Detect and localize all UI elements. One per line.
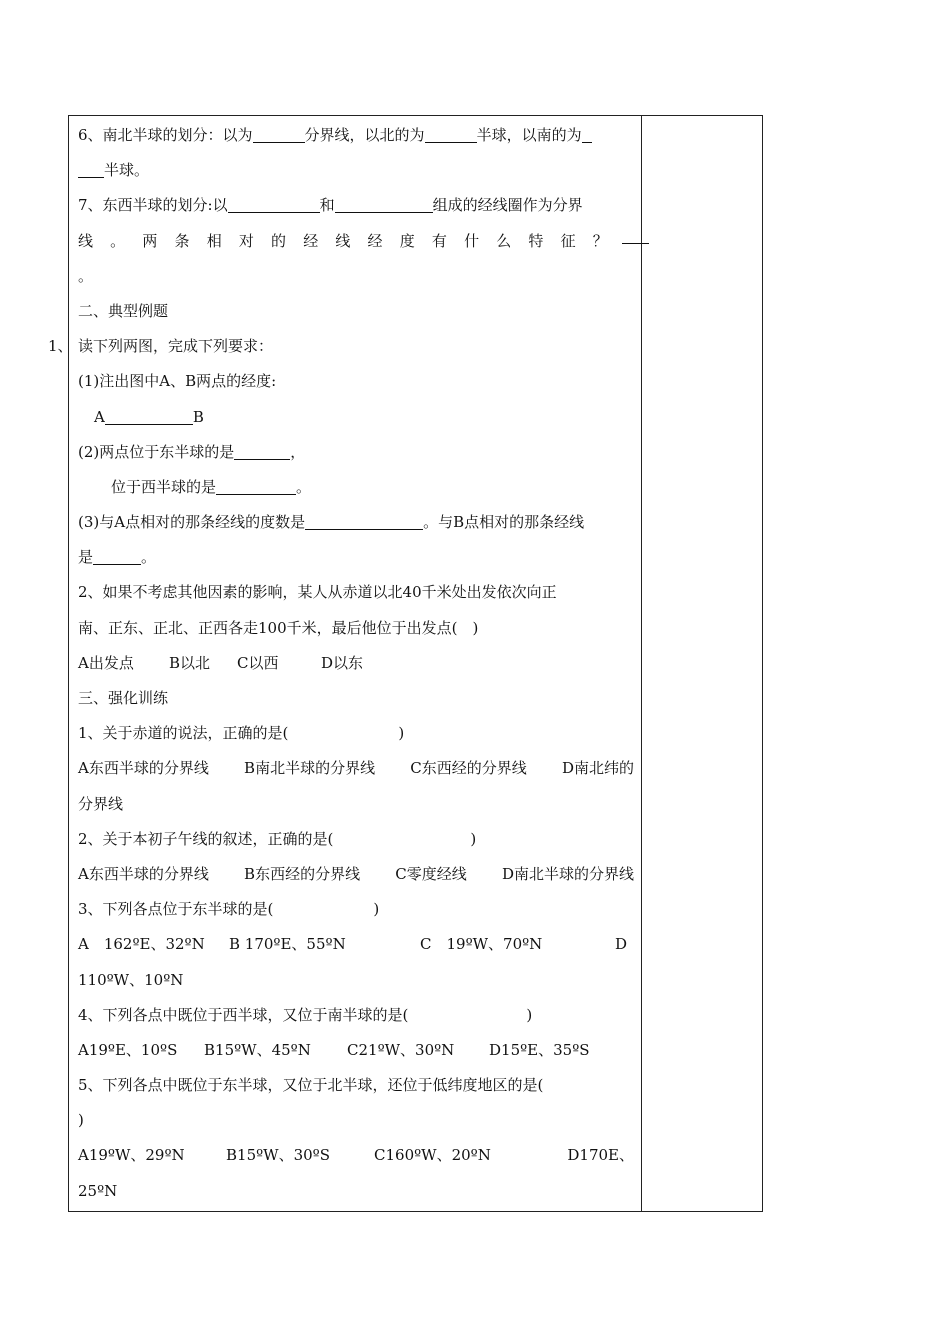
example-1-part-2b: 位于西半球的是 。 (111, 477, 312, 496)
blank[interactable] (105, 406, 193, 425)
margin-question-number: 1、 (48, 337, 73, 355)
example-1-prompt: 读下列两图，完成下列要求： (78, 337, 274, 356)
q6-line-1: 6、南北半球的划分：以为 分界线，以北的为 半球，以南的为 (78, 118, 634, 153)
practice-2-options: A东西半球的分界线 B东西经的分界线 C零度经线 D南北半球的分界线 (78, 864, 634, 883)
blank[interactable] (216, 476, 296, 495)
blank[interactable] (253, 124, 305, 143)
practice-5-options-cont: 25ºN (78, 1181, 118, 1200)
example-1-part-3b: 是 。 (78, 548, 157, 567)
practice-4-options: A19ºE、10ºS B15ºW、45ºN C21ºW、30ºN D15ºE、35ºS (78, 1040, 590, 1059)
example-1-part-1: (1)注出图中A、B两点的经度: (78, 372, 277, 391)
blank[interactable] (78, 159, 104, 178)
practice-1-options: A东西半球的分界线 B南北半球的分界线 C东西经的分界线 D南北纬的 (78, 759, 634, 778)
practice-2-question: 2、关于本初子午线的叙述，正确的是( ) (78, 829, 477, 848)
q7-line-1: 7、东西半球的划分:以 和 组成的经线圈作为分界 (78, 196, 583, 215)
section-heading-examples: 二、典型例题 (78, 301, 169, 320)
section-heading-practice: 三、强化训练 (78, 689, 169, 707)
example-1-part-2: (2)两点位于东半球的是 ， (78, 442, 306, 461)
practice-3-question: 3、下列各点位于东半球的是( ) (78, 900, 380, 919)
practice-4-question: 4、下列各点中既位于西半球，又位于南半球的是( ) (78, 1005, 533, 1024)
practice-1-question: 1、关于赤道的说法，正确的是( ) (78, 724, 405, 743)
blank[interactable] (93, 546, 141, 565)
example-1-answer-ab: A B (94, 407, 204, 426)
worksheet-body (78, 118, 634, 1209)
practice-5-question-cont: ) (78, 1111, 84, 1130)
practice-5-question: 5、下列各点中既位于东半球，又位于北半球，还位于低纬度地区的是( (78, 1076, 544, 1095)
example-2-line-2: 南、正东、正北、正西各走100千米，最后他位于出发点( ) (78, 618, 479, 637)
blank[interactable] (305, 511, 423, 530)
blank[interactable] (425, 124, 477, 143)
q7-line-2: 线 。 两 条 相 对 的 经 线 经 度 有 什 么 特 征 ？ (78, 231, 608, 250)
example-2-line-1: 2、如果不考虑其他因素的影响，某人从赤道以北40千米处出发依次向正 (78, 583, 557, 602)
practice-1-options-cont: 分界线 (78, 794, 124, 813)
q6-line-2: 半球。 (78, 153, 634, 188)
q7-line-3: 。 (78, 266, 94, 285)
practice-5-options: A19ºW、29ºN B15ºW、30ºS C160ºW、20ºN D170E、 (78, 1146, 634, 1165)
blank[interactable] (234, 441, 290, 460)
practice-3-options-cont: 110ºW、10ºN (78, 970, 184, 989)
blank[interactable] (335, 194, 433, 213)
example-1-part-3: (3)与A点相对的那条经线的度数是 。与B点相对的那条经线 (78, 513, 585, 532)
blank[interactable] (228, 194, 320, 213)
example-2-options: A出发点 B以北 C以西 D以东 (78, 653, 364, 672)
blank[interactable] (582, 124, 592, 143)
column-divider (641, 115, 642, 1212)
practice-3-options: A 162ºE、32ºN B 170ºE、55ºN C 19ºW、70ºN D (78, 935, 628, 954)
